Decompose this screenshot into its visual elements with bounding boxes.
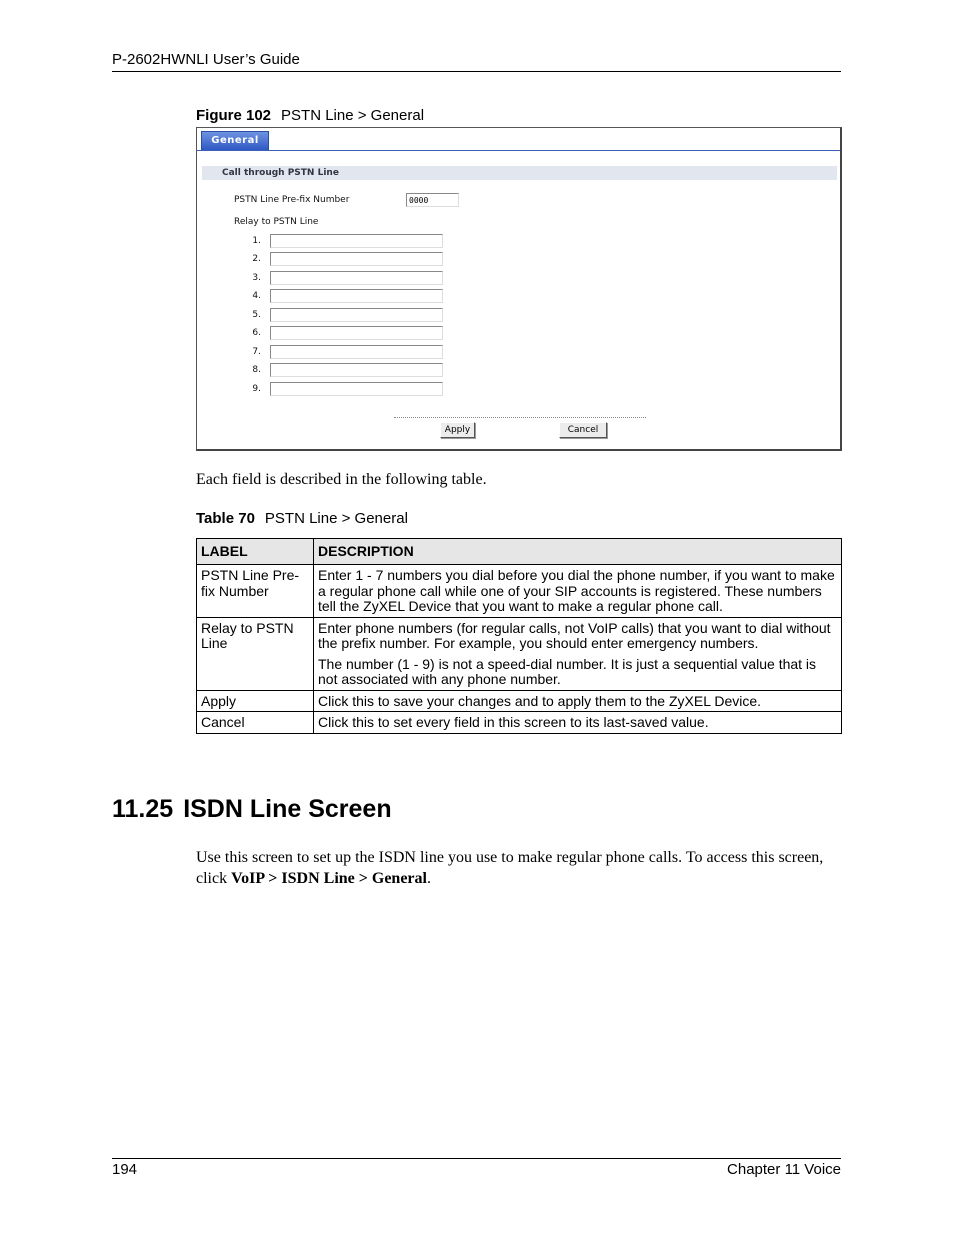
relay-label: Relay to PSTN Line	[234, 217, 319, 227]
relay-input-8[interactable]	[270, 363, 443, 377]
row-description	[314, 712, 842, 734]
column-header-label: LABEL	[197, 539, 314, 565]
description-text: Click this to set every field in this screen to its last-saved value.	[318, 714, 709, 730]
table-title: PSTN Line > General	[264, 510, 408, 527]
pstn-general-screenshot	[196, 127, 842, 451]
relay-input-5[interactable]	[270, 308, 443, 322]
relay-number: 3.	[252, 273, 261, 283]
relay-input-7[interactable]	[270, 345, 443, 359]
table-row	[197, 565, 842, 618]
section-heading	[112, 795, 392, 824]
relay-input-1[interactable]	[270, 234, 443, 248]
relay-number: 7.	[252, 347, 261, 357]
relay-number: 4.	[252, 291, 261, 301]
field-description-table	[196, 538, 842, 734]
section-title-bar: Call through PSTN Line	[202, 166, 837, 180]
relay-number: 5.	[252, 310, 261, 320]
section-number: 11.25	[112, 795, 174, 823]
table-caption	[196, 510, 408, 527]
cancel-button[interactable]: Cancel	[559, 422, 607, 438]
relay-input-4[interactable]	[270, 289, 443, 303]
table-row	[197, 617, 842, 690]
description-text: Click this to save your changes and to apply them to the ZyXEL Device.	[318, 692, 762, 709]
section-paragraph	[196, 847, 836, 889]
description-text: Enter phone numbers (for regular calls, not VoIP calls) that you want to dial without the prefix number. For example, you should enter emergency numbers.	[318, 619, 831, 651]
relay-number: 6.	[252, 328, 261, 338]
row-description	[314, 690, 842, 712]
footer-rule	[112, 1158, 841, 1159]
row-label: Relay to PSTN Line	[197, 617, 314, 690]
figure-number: Figure 102	[196, 107, 272, 124]
running-header: P-2602HWNLI User’s Guide	[112, 51, 300, 68]
table-header-row	[197, 539, 842, 565]
prefix-number-input[interactable]	[406, 193, 459, 207]
description-text: Enter 1 - 7 numbers you dial before you dial the phone number, if you want to make a regular phone call while one of your SIP accounts is registered. These numbers tell the ZyXEL Device that you want to make a regular phone call.	[318, 567, 835, 614]
paragraph-text: Use this screen to set up the ISDN line you use to make regular phone calls. To access this screen, click	[196, 849, 824, 887]
column-header-description: DESCRIPTION	[314, 539, 842, 565]
relay-input-3[interactable]	[270, 271, 443, 285]
menu-path: VoIP > ISDN Line > General	[231, 870, 427, 887]
relay-number: 8.	[252, 365, 261, 375]
section-title: ISDN Line Screen	[183, 795, 392, 823]
button-divider	[394, 417, 646, 418]
row-description	[314, 565, 842, 618]
description-text: The number (1 - 9) is not a speed-dial number. It is just a sequential value that is not associated with any phone number.	[318, 655, 817, 687]
tab-bar	[197, 128, 840, 151]
relay-number: 2.	[252, 254, 261, 264]
table-row	[197, 712, 842, 734]
page-number: 194	[112, 1161, 138, 1178]
apply-button[interactable]: Apply	[440, 422, 475, 438]
header-rule	[112, 71, 841, 72]
prefix-label: PSTN Line Pre-fix Number	[234, 195, 350, 205]
tab-general[interactable]: General	[201, 131, 269, 150]
row-description	[314, 617, 842, 690]
paragraph-end: .	[426, 870, 431, 887]
relay-number: 1.	[252, 236, 261, 246]
row-label: Cancel	[197, 712, 314, 734]
figure-caption	[196, 107, 424, 124]
row-label: Apply	[197, 690, 314, 712]
chapter-title: Chapter 11 Voice	[727, 1161, 841, 1178]
table-number: Table 70	[196, 510, 255, 527]
relay-input-9[interactable]	[270, 382, 443, 396]
intro-paragraph: Each field is described in the following table.	[196, 471, 487, 488]
table-row	[197, 690, 842, 712]
row-label: PSTN Line Pre-fix Number	[197, 565, 314, 618]
relay-input-2[interactable]	[270, 252, 443, 266]
relay-input-6[interactable]	[270, 326, 443, 340]
figure-title: PSTN Line > General	[281, 107, 425, 124]
relay-number: 9.	[252, 384, 261, 394]
